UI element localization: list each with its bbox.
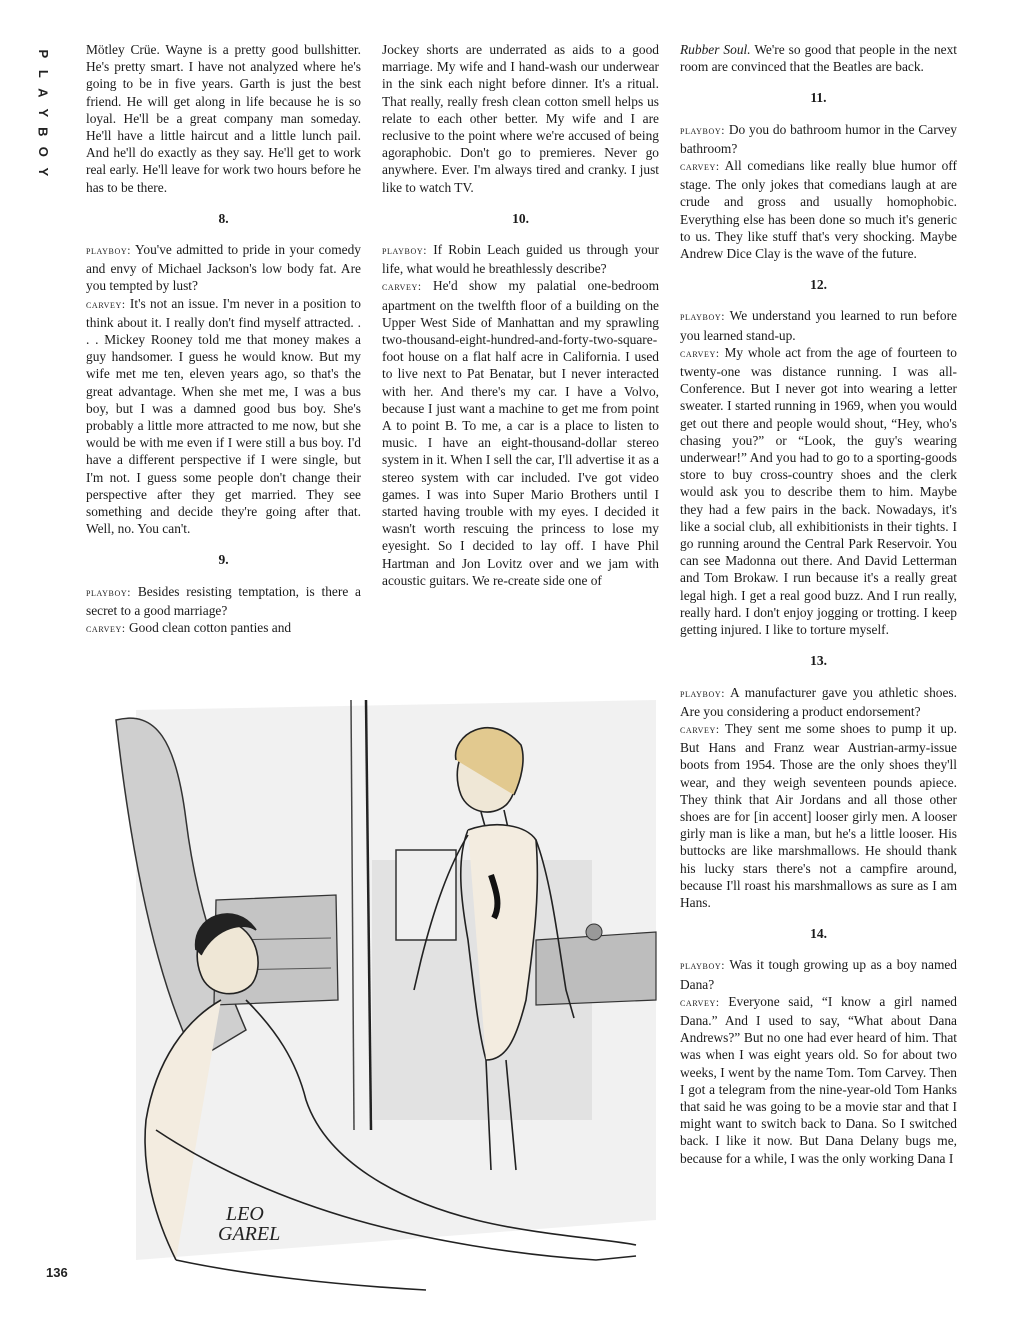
interviewee-answer — [86, 619, 361, 638]
body-text: Besides resisting temptation, is there a secret to a good marriage? — [86, 583, 361, 618]
body-text: If Robin Leach guided us through your life, what would he breathlessly describe? — [382, 242, 659, 277]
title-letter: Y — [35, 167, 51, 176]
interviewee-answer — [382, 277, 659, 589]
body-text: Was it tough growing up as a boy named Dana? — [680, 957, 957, 992]
paragraph — [382, 41, 659, 196]
body-text: It's not an issue. I'm never in a position to think about it. I really don't find myself attracted. . . . Mickey Rooney told me that money makes a guy handsomer. I guess he would know. But my wife met me ten, eleven years ago, so that's the great advantage. When she met me, I was a bus boy, but I was a damned good bus boy. She's probably a little more attracted to me now, but she would be with me even if I were still a bus boy. I'd have a different perspective if I were single, but I'm not. I guess some people don't change their perspective after they get married. They see something and decide they're going after that. Well, no. You can't. — [86, 295, 361, 537]
question-number: 11. — [810, 90, 827, 106]
body-text: Everyone said, “I know a girl named Dana.” And I used to say, “What about Dana Andrews?” But no one had ever heard of him. That was when I was eight years old. So for about two weeks, I went by the name Tom. Tom Carvey. Then I got a telegram from the nine-year-old Tom Hanks that said he was going to be a movie star and that I might want to switch back to Dana. So I switched back. I like it now. But Dana Delany bugs me, because for a while, I was the only working Dana I — [680, 993, 957, 1166]
interviewee-answer — [680, 344, 957, 638]
body-text: A manufacturer gave you athletic shoes. Are you considering a product endorsement? — [680, 684, 957, 719]
speaker-label: carvey: — [680, 996, 720, 1009]
body-text: Jockey shorts are underrated as aids to a good marriage. My wife and I hand-wash our underwear in the sink each night before dinner. It's a ritual. That really, really fresh clean cotton smell helps us relate to each other better. My wife and I are reclusive to the point where we're accused of being agoraphobic. Don't go to premieres. Never go anywhere. Ever. I'm always tired and cranky. I just like to watch TV. — [382, 42, 659, 195]
body-text: My whole act from the age of fourteen to twenty-one was distance running. I was all-Conference. But I never got into wearing a letter sweater. I started running in 1969, when you would get out there and people would shout, “Hey, who's chasing you?” or “Look, the guy's wearing underwear!” And you had to go to a sporting-goods store to buy cross-country shoes and the clerk would ask you to describe them to him. Maybe they had a few pairs in the back. Nowadays, it's like a social club, all exhibitionists in their tights. I go running around the Central Park Reservoir. You can see Madonna out there. And David Letterman and Tom Brokaw. I run because it's a really great legal high. I get a real good buzz. And I run really, really hard. I don't enjoy jogging or trotting. I keep getting injured. I like to torture myself. — [680, 344, 957, 638]
cartoon-signature-line1: LEO — [226, 1203, 264, 1225]
title-letter: O — [35, 146, 51, 157]
speaker-label: playboy: — [680, 960, 726, 973]
title-letter: B — [35, 127, 51, 137]
speaker-label: carvey: — [86, 298, 126, 311]
body-text: They sent me some shoes to pump it up. But Hans and Franz wear Austrian-army-issue boots from 1954. Those are the only shoes they'll wear, and they weigh seventeen pounds apiece. They think that Air Jordans and all those other shoes are for [in accent] looser girly men. A looser girly man is like a man, but he's a little looser. His buttocks are like marshmallows. He should thank his lucky stars there's not a campfire around, because I'll roast his marshmallows as sure as I am Hans. — [680, 720, 957, 910]
speaker-label: playboy: — [382, 245, 428, 258]
interviewer-question — [382, 241, 659, 277]
text-column-2 — [382, 41, 659, 589]
speaker-label: playboy: — [86, 245, 132, 258]
text-column-3 — [680, 41, 957, 1167]
paragraph — [86, 41, 361, 196]
magazine-vertical-title — [30, 44, 56, 181]
page-number: 136 — [46, 1265, 68, 1280]
question-number: 8. — [218, 210, 229, 226]
title-letter: A — [35, 88, 51, 98]
interviewee-answer — [680, 720, 957, 911]
interviewer-question — [86, 583, 361, 619]
interviewer-question — [680, 956, 957, 992]
question-number: 10. — [512, 210, 529, 226]
body-text: Do you do bathroom humor in the Carvey bathroom? — [680, 121, 957, 156]
title-letter: L — [35, 69, 51, 78]
speaker-label: playboy: — [86, 586, 132, 599]
cartoon-illustration — [96, 700, 666, 1298]
cartoon-signature-line2: GAREL — [218, 1223, 281, 1245]
body-text: We understand you learned to run before you learned stand-up. — [680, 308, 957, 343]
speaker-label: playboy: — [680, 124, 726, 137]
title-letter: Y — [35, 108, 51, 117]
interviewee-answer — [680, 157, 957, 262]
speaker-label: playboy: — [680, 311, 726, 324]
title-letter: P — [35, 49, 51, 59]
text-column-1 — [86, 41, 361, 638]
album-title: Rubber Soul. — [680, 42, 751, 57]
question-number: 14. — [810, 926, 827, 942]
interviewee-answer — [86, 295, 361, 538]
interviewer-question — [86, 241, 361, 295]
body-text: He'd show my palatial one-bedroom apartment on the twelfth floor of a building on the Upper West Side of Manhattan and my sprawling two-thousand-eight-hundred-and-forty-two-square-foot house on a flat half acre in California. I used to live next to Pat Benatar, but I never interacted with her. And there's my car. I have a Volvo, because I just want a machine to get me from point A to point B. To me, a car is a place to listen to music. I have an eight-thousand-dollar stereo system in it. When I sell the car, I'll advertise it as a stereo system with car included. I've got video games. I was into Super Mario Brothers until I started having trouble with my eyes. I decided it wasn't worth rescuing the princess to lose my eyesight. So I decided to lay off. I have Phil Hartman and Jon Lovitz over and we jam with acoustic guitars. We re-create side one of — [382, 278, 659, 588]
speaker-label: carvey: — [680, 347, 720, 360]
body-text: We're so good that people in the next room are convinced that the Beatles are back. — [680, 42, 958, 75]
interviewer-question — [680, 121, 957, 157]
body-text: You've admitted to pride in your comedy and envy of Michael Jackson's low body fat. Are you tempted by lust? — [86, 242, 361, 294]
speaker-label: carvey: — [680, 161, 720, 174]
body-text: Mötley Crüe. Wayne is a pretty good bullshitter. He's pretty smart. I have not analyzed where he's going to be in five years. Garth is just the best friend. He will get along in life because he is so loyal. He'll be a great company man someday. He'll have a little haircut and a little lunch pail. And he'll do exactly as they say. He'll get to work real early. He'll leave for work two hours before he has to be there. — [86, 42, 361, 195]
question-number: 9. — [218, 552, 229, 568]
speaker-label: carvey: — [86, 623, 126, 636]
question-number: 12. — [810, 277, 827, 293]
speaker-label: carvey: — [680, 723, 720, 736]
body-text: All comedians like really blue humor off stage. The only jokes that comedians laugh at are crude and gross and usually homophobic. Everything else has been done so much it's generic to us. They like stuff that's very shocking. Maybe Andrew Dice Clay is the wave of the future. — [680, 158, 957, 262]
paragraph — [680, 41, 957, 75]
speaker-label: carvey: — [382, 281, 422, 294]
interviewer-question — [680, 307, 957, 343]
interviewee-answer — [680, 993, 957, 1167]
body-text: Good clean cotton panties and — [125, 620, 292, 636]
speaker-label: playboy: — [680, 687, 726, 700]
question-number: 13. — [810, 653, 827, 669]
interviewer-question — [680, 684, 957, 720]
